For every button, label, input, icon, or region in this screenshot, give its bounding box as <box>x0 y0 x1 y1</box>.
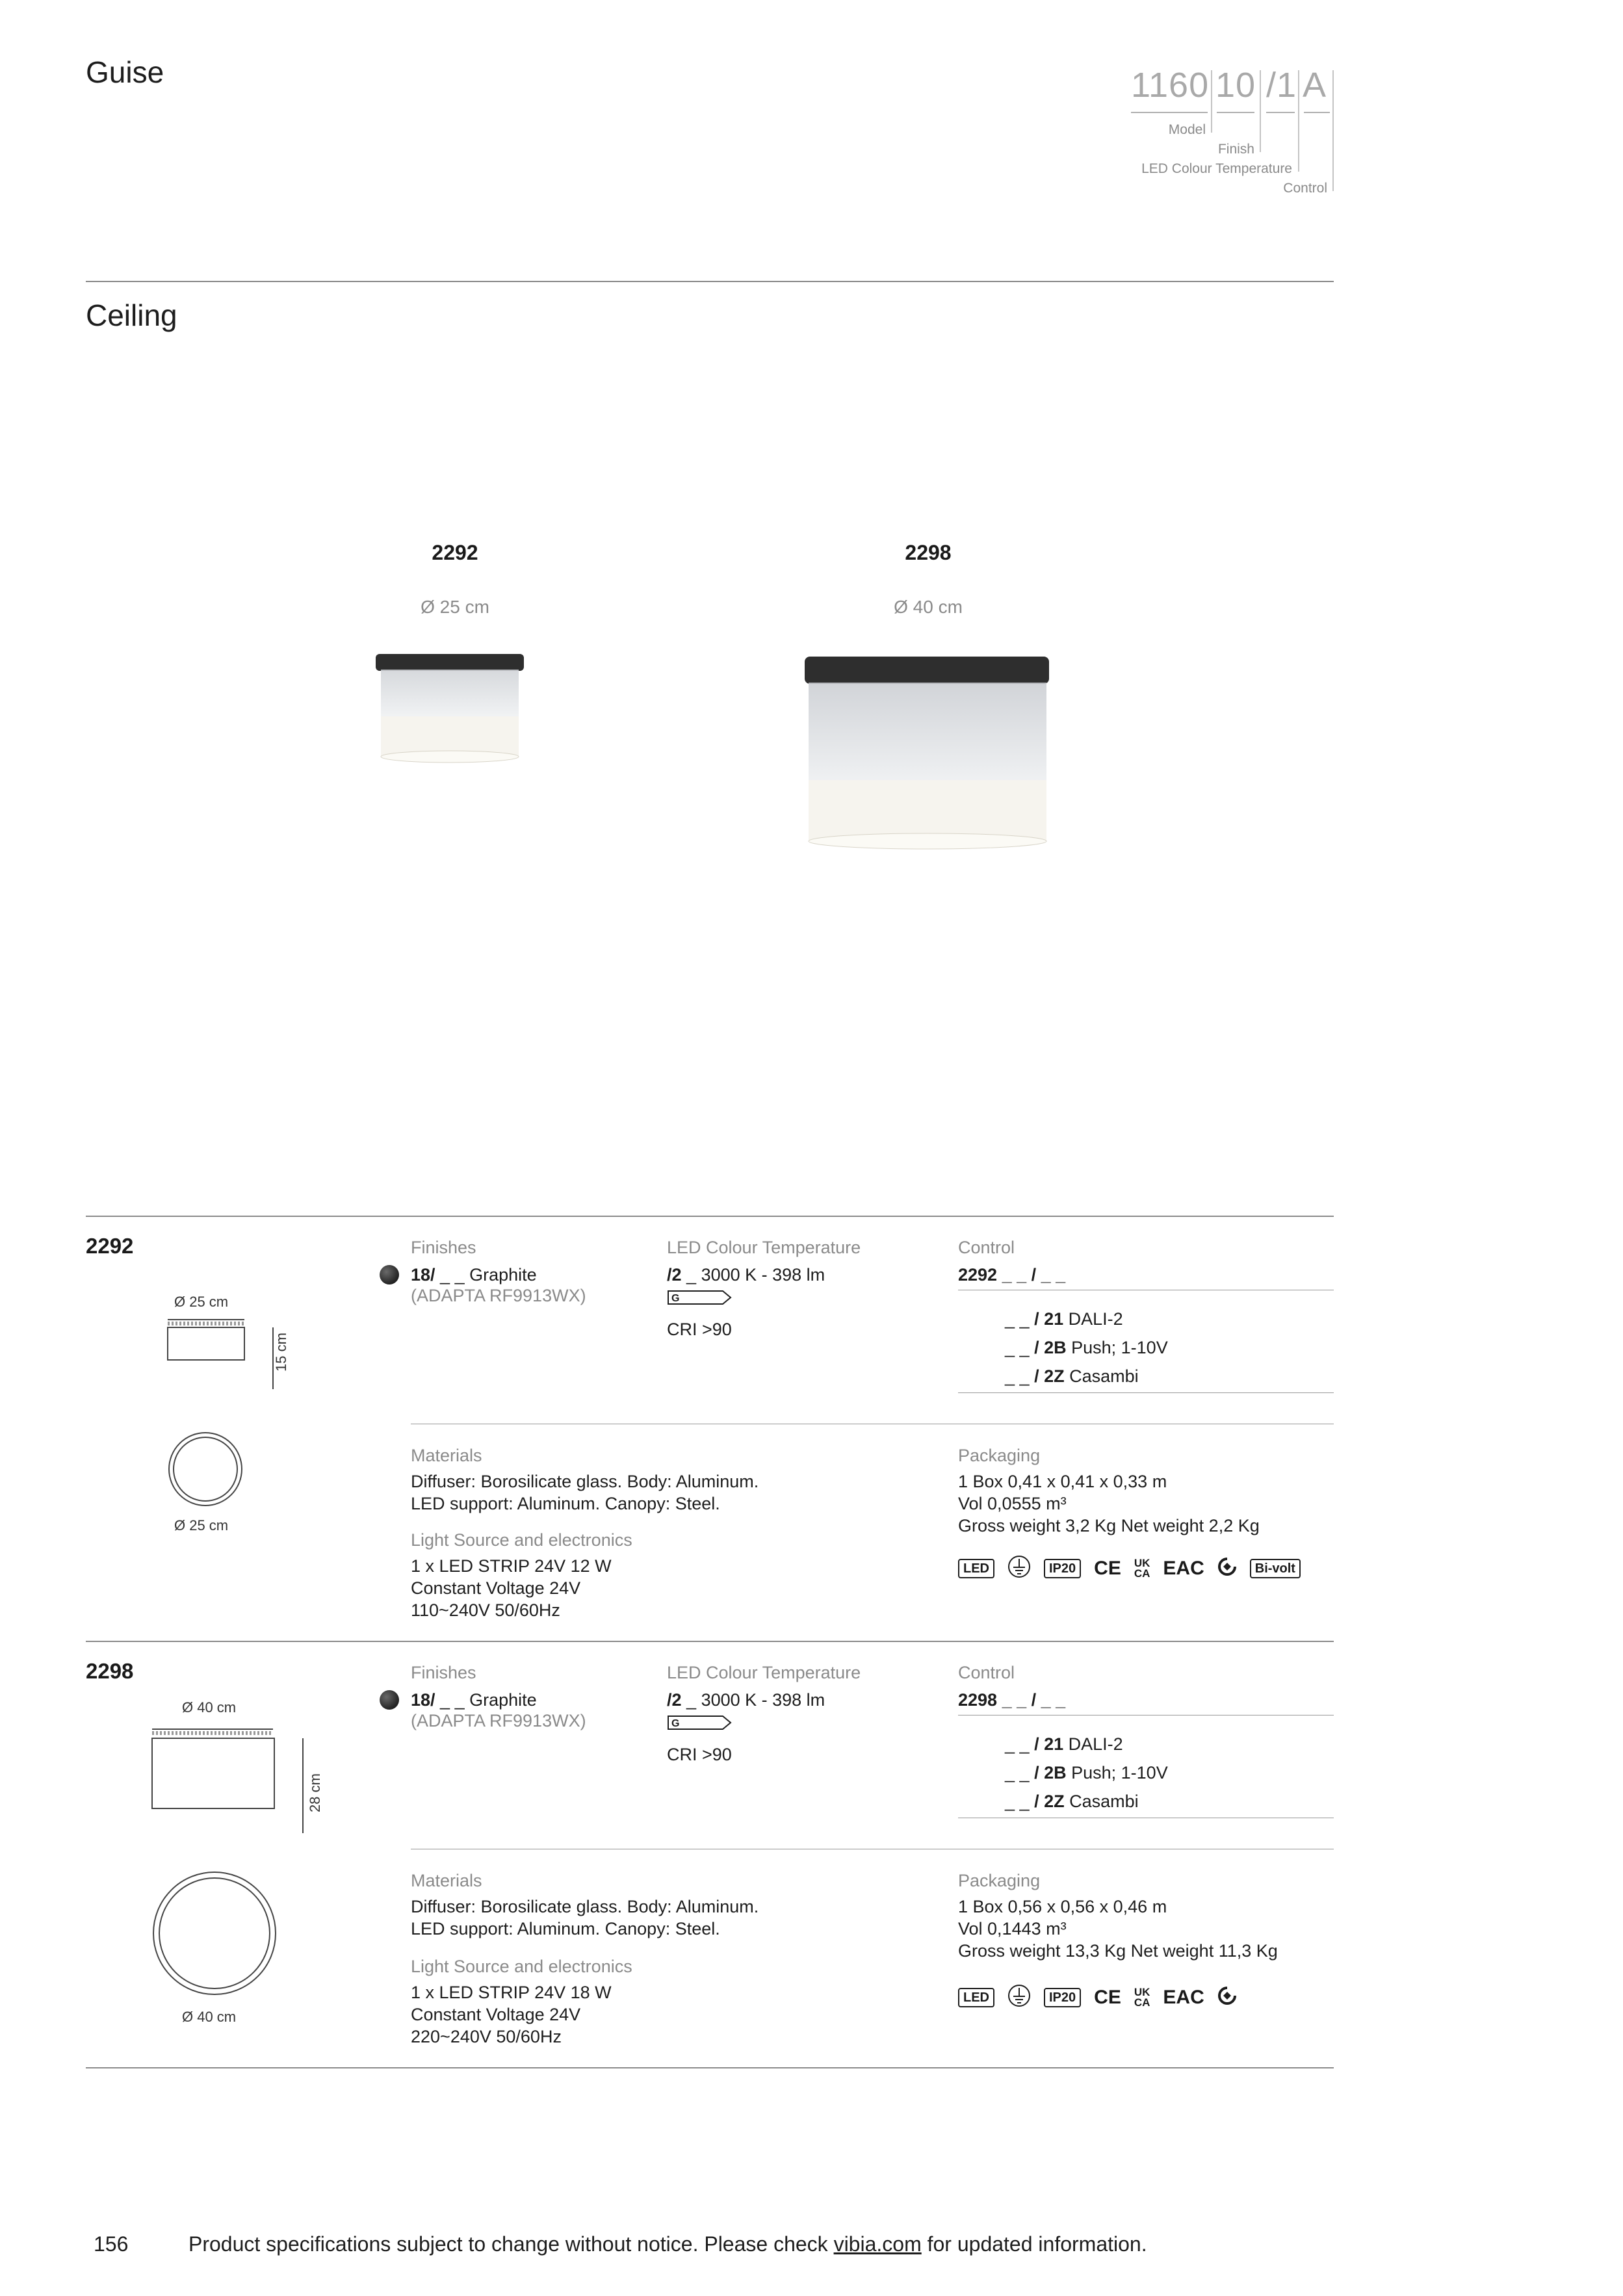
materials-line: LED support: Aluminum. Canopy: Steel. <box>411 1494 720 1513</box>
top-view-drawing <box>166 1430 244 1511</box>
materials-line: Diffuser: Borosilicate glass. Body: Aluminum. <box>411 1472 759 1491</box>
packaging-line: Gross weight 3,2 Kg Net weight 2,2 Kg <box>958 1516 1260 1535</box>
control-header: Control <box>958 1663 1015 1682</box>
finishes-header: Finishes <box>411 1238 476 1257</box>
light-source-line: 1 x LED STRIP 24V 18 W <box>411 1983 612 2002</box>
light-source-line: 1 x LED STRIP 24V 12 W <box>411 1556 612 1576</box>
cri-value: CRI >90 <box>667 1320 732 1339</box>
product-code-2298: 2298 <box>905 541 952 564</box>
packaging-line: 1 Box 0,56 x 0,56 x 0,46 m <box>958 1897 1167 1916</box>
finishes-header: Finishes <box>411 1663 476 1682</box>
light-source-line: Constant Voltage 24V <box>411 1578 581 1598</box>
code-led-underline <box>1266 112 1295 113</box>
code-control-underline <box>1304 112 1330 113</box>
certifications <box>958 1555 1301 1582</box>
divider <box>1211 70 1212 133</box>
product-diameter-2292: Ø 25 cm <box>421 597 489 617</box>
control-option: _ _ / 2Z Casambi <box>1005 1792 1139 1811</box>
divider <box>86 1216 1334 1217</box>
footer-notice: Product specifications subject to change without notice. Please check vibia.com for updated information. <box>188 2232 1147 2256</box>
led-cert-icon: LED <box>958 1559 994 1578</box>
side-view-drawing <box>136 1724 318 1844</box>
led-header: LED Colour Temperature <box>667 1238 861 1257</box>
light-source-header: Light Source and electronics <box>411 1530 632 1550</box>
code-model: 1160 <box>1131 66 1210 105</box>
code-finish-underline <box>1217 112 1254 113</box>
finish-sub: (ADAPTA RF9913WX) <box>411 1711 586 1730</box>
light-source-header: Light Source and electronics <box>411 1957 632 1976</box>
page-number: 156 <box>94 2232 129 2256</box>
ground-symbol-icon <box>1007 1555 1031 1582</box>
product-code-2292: 2292 <box>432 541 478 564</box>
ip20-icon: IP20 <box>1044 1559 1081 1578</box>
spec-id-2292: 2292 <box>86 1234 134 1258</box>
materials-line: Diffuser: Borosilicate glass. Body: Aluminum. <box>411 1897 759 1916</box>
code-label-control: Control <box>1283 181 1327 196</box>
led-cert-icon: LED <box>958 1988 994 2007</box>
ce-mark-icon: CE <box>1094 1557 1121 1579</box>
packaging-header: Packaging <box>958 1446 1041 1465</box>
materials-header: Materials <box>411 1446 482 1465</box>
model-code-legend <box>1105 65 1339 202</box>
product-diameter-2298: Ø 40 cm <box>894 597 963 617</box>
ip20-icon: IP20 <box>1044 1988 1081 2007</box>
dim-width-top: Ø 40 cm <box>182 1699 237 1715</box>
packaging-line: 1 Box 0,41 x 0,41 x 0,33 m <box>958 1472 1167 1491</box>
vibia-link[interactable]: vibia.com <box>833 2232 922 2256</box>
brand-title: Guise <box>86 55 164 89</box>
packaging-line: Vol 0,0555 m³ <box>958 1494 1067 1513</box>
code-led: /1 <box>1266 66 1297 105</box>
dim-width-bottom: Ø 40 cm <box>182 2009 237 2025</box>
packaging-line: Gross weight 13,3 Kg Net weight 11,3 Kg <box>958 1941 1278 1961</box>
divider <box>958 1392 1334 1393</box>
divider <box>1332 70 1334 191</box>
packaging-line: Vol 0,1443 m³ <box>958 1919 1067 1938</box>
code-finish: 10 <box>1215 66 1256 105</box>
ukca-mark-icon: UK CA <box>1134 1985 1150 2009</box>
graphite-swatch-icon <box>380 1265 399 1285</box>
dim-height: 15 cm <box>273 1333 289 1372</box>
spec-id-2298: 2298 <box>86 1659 134 1683</box>
finish-option: 18/ _ _ Graphite <box>411 1690 537 1710</box>
finish-option: 18/ _ _ Graphite <box>411 1265 537 1285</box>
cri-value: CRI >90 <box>667 1745 732 1764</box>
divider <box>86 281 1334 282</box>
finish-sub: (ADAPTA RF9913WX) <box>411 1286 586 1305</box>
bivolt-icon: Bi-volt <box>1250 1559 1301 1578</box>
light-source-line: 220~240V 50/60Hz <box>411 2027 562 2046</box>
top-view-drawing <box>151 1870 278 2000</box>
divider <box>1260 70 1261 152</box>
recycle-mark-icon <box>1217 1557 1237 1580</box>
control-option: _ _ / 2Z Casambi <box>1005 1366 1139 1386</box>
control-option: _ _ / 21 DALI-2 <box>1005 1734 1123 1754</box>
graphite-swatch-icon <box>380 1690 399 1710</box>
certifications <box>958 1984 1237 2011</box>
ground-symbol-icon <box>1007 1984 1031 2011</box>
control-option: _ _ / 2B Push; 1-10V <box>1005 1763 1168 1782</box>
led-option: /2 _ 3000 K - 398 lm <box>667 1690 825 1710</box>
code-label-led: LED Colour Temperature <box>1141 161 1292 176</box>
svg-text:G: G <box>671 1293 680 1304</box>
control-option: _ _ / 21 DALI-2 <box>1005 1309 1123 1329</box>
divider <box>1298 70 1299 172</box>
materials-line: LED support: Aluminum. Canopy: Steel. <box>411 1919 720 1938</box>
divider <box>86 1641 1334 1642</box>
materials-header: Materials <box>411 1871 482 1890</box>
eac-mark-icon: EAC <box>1163 1986 1204 2008</box>
control-pattern: 2298 _ _ / _ _ <box>958 1690 1066 1710</box>
code-control: A <box>1303 66 1327 105</box>
led-header: LED Colour Temperature <box>667 1663 861 1682</box>
section-title: Ceiling <box>86 298 177 332</box>
divider <box>86 2067 1334 2068</box>
code-label-model: Model <box>1168 122 1206 137</box>
eac-mark-icon: EAC <box>1163 1557 1204 1579</box>
svg-text:G: G <box>671 1718 680 1729</box>
dim-width-top: Ø 25 cm <box>174 1294 229 1310</box>
energy-label-icon <box>667 1290 732 1309</box>
dim-width-bottom: Ø 25 cm <box>174 1517 229 1533</box>
light-source-line: 110~240V 50/60Hz <box>411 1600 560 1620</box>
recycle-mark-icon <box>1217 1986 1237 2009</box>
dim-height: 28 cm <box>307 1773 323 1812</box>
energy-label-icon <box>667 1715 732 1734</box>
code-model-underline <box>1131 112 1208 113</box>
control-option: _ _ / 2B Push; 1-10V <box>1005 1338 1168 1357</box>
control-header: Control <box>958 1238 1015 1257</box>
product-image-2298 <box>799 647 1059 859</box>
control-pattern: 2292 _ _ / _ _ <box>958 1265 1066 1285</box>
product-image-2292 <box>372 646 534 773</box>
code-label-finish: Finish <box>1217 142 1254 157</box>
packaging-header: Packaging <box>958 1871 1041 1890</box>
ukca-mark-icon: UK CA <box>1134 1556 1150 1580</box>
led-option: /2 _ 3000 K - 398 lm <box>667 1265 825 1285</box>
light-source-line: Constant Voltage 24V <box>411 2005 581 2024</box>
ce-mark-icon: CE <box>1094 1986 1121 2008</box>
